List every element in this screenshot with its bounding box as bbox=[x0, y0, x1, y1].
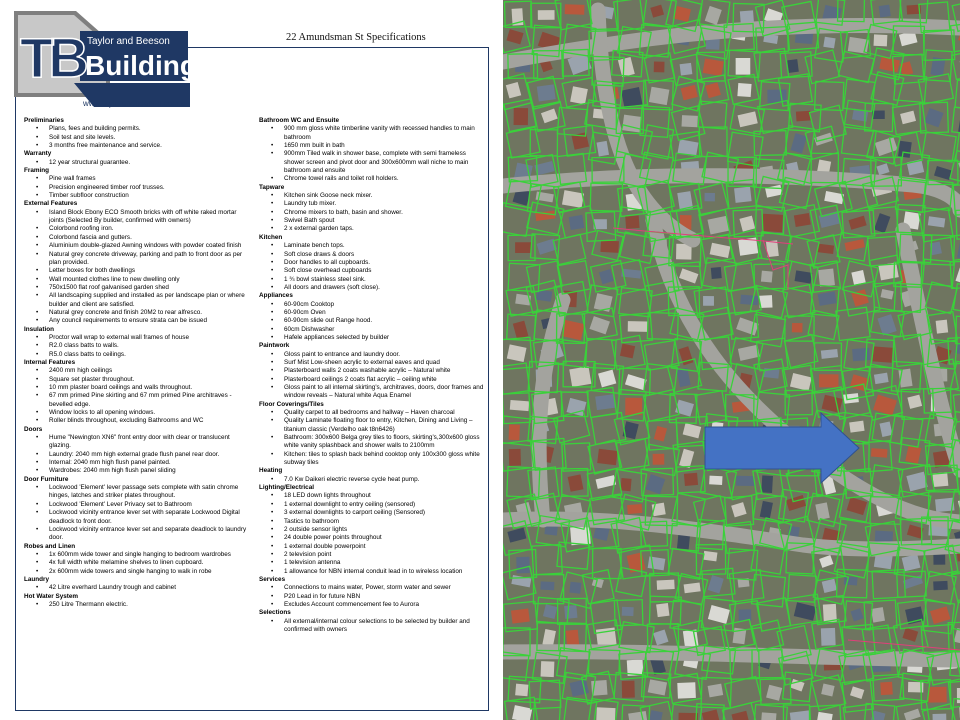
section-title: Tapware bbox=[259, 183, 285, 191]
spec-item: • All doors and drawers (soft close). bbox=[259, 284, 487, 292]
spec-item: • 250 Litre Thermann electric. bbox=[24, 601, 252, 609]
house-roof bbox=[928, 687, 947, 703]
house-roof bbox=[821, 628, 836, 646]
house-roof bbox=[622, 115, 642, 133]
spec-item: • 4x full width white melamine shelves to linen cupboard. bbox=[24, 559, 252, 567]
spec-list bbox=[24, 367, 252, 425]
spec-item: • P20 Lead in for future NBN bbox=[259, 593, 487, 601]
house-roof bbox=[682, 115, 698, 127]
house-roof bbox=[933, 581, 948, 591]
section-title: Kitchen bbox=[259, 233, 283, 241]
section-laundry bbox=[24, 576, 252, 593]
house-roof bbox=[625, 398, 642, 415]
house-roof bbox=[852, 348, 870, 362]
spec-item: • Connections to mains water, Power, storm water and sewer bbox=[259, 584, 487, 592]
section-title: Door Furniture bbox=[24, 475, 69, 483]
spec-column-left bbox=[24, 117, 252, 609]
spec-list bbox=[259, 409, 487, 467]
section-lighting-electrical bbox=[259, 484, 487, 576]
spec-item: • Soft close draws & doors bbox=[259, 251, 487, 259]
section-title: Doors bbox=[24, 425, 43, 433]
house-roof bbox=[821, 349, 838, 359]
section-title: Services bbox=[259, 575, 286, 583]
house-roof bbox=[879, 5, 891, 18]
house-roof bbox=[570, 86, 588, 104]
spec-item: • 7.0 Kw Daikeri electric reverse cycle heat pump. bbox=[259, 476, 487, 484]
house-roof bbox=[620, 478, 631, 491]
spec-item: • Lockwood vicinity entrance lever set and separate deadlock to laundry door. bbox=[24, 526, 252, 543]
spec-item: • 1 television antenna bbox=[259, 559, 487, 567]
section-title: Preliminaries bbox=[24, 117, 64, 124]
spec-item: • 10 mm plaster board ceilings and walls throughout. bbox=[24, 384, 252, 392]
house-roof bbox=[709, 476, 722, 485]
spec-item: • 60-90cm slide out Range hood. bbox=[259, 317, 487, 325]
spec-item: • Plans, fees and building permits. bbox=[24, 125, 252, 133]
aerial-photo bbox=[503, 0, 960, 720]
section-title: Internal Features bbox=[24, 358, 76, 366]
spec-item: • Precision engineered timber roof trusses. bbox=[24, 184, 252, 192]
section-title: Framing bbox=[24, 167, 50, 175]
section-paintwork bbox=[259, 342, 487, 400]
section-title: Insulation bbox=[24, 325, 54, 333]
spec-item: • 2400 mm high ceilings bbox=[24, 367, 252, 375]
house-roof bbox=[510, 400, 529, 411]
house-roof bbox=[873, 346, 893, 362]
section-tapware bbox=[259, 184, 487, 234]
house-roof bbox=[509, 449, 521, 466]
logo-line2: Building bbox=[85, 50, 190, 81]
spec-list bbox=[24, 209, 252, 326]
house-roof bbox=[703, 551, 717, 561]
spec-item: • 42 Litre everhard Laundry trough and cabinet bbox=[24, 584, 252, 592]
spec-item: • Gloss paint to all internal skirting's, architraves, doors, door frames and window reveals – Natural white Aqua Enamel bbox=[259, 384, 487, 401]
spec-list bbox=[24, 601, 252, 609]
spec-item: • 750x1500 flat roof galvanised garden shed bbox=[24, 284, 252, 292]
house-roof bbox=[569, 366, 591, 387]
section-title: Lighting/Electrical bbox=[259, 484, 314, 492]
house-roof bbox=[516, 557, 530, 574]
house-roof bbox=[736, 58, 751, 75]
section-title: Warranty bbox=[24, 150, 52, 158]
house-roof bbox=[657, 580, 675, 590]
spec-item: • Pine wall frames bbox=[24, 175, 252, 183]
spec-item: • Wall mounted clothes line to new dwelling only bbox=[24, 276, 252, 284]
house-roof bbox=[740, 295, 758, 306]
house-roof bbox=[678, 713, 698, 720]
house-roof bbox=[625, 216, 639, 229]
spec-item: • Proctor wall wrap to external wall frames of house bbox=[24, 334, 252, 342]
house-roof bbox=[596, 707, 615, 720]
house-roof bbox=[734, 187, 752, 203]
house-roof bbox=[703, 58, 724, 76]
spec-item: • Quality Laminate floating floor to entry, Kitchen, Dining and Living – titanium classic (Verdelho oak t8n6426) bbox=[259, 417, 487, 434]
house-roof bbox=[511, 609, 530, 624]
spec-item: • 3 external downlights to carport ceiling (Sensored) bbox=[259, 509, 487, 517]
house-roof bbox=[622, 681, 635, 698]
spec-list bbox=[24, 159, 252, 167]
spec-item: • R2.0 class batts to walls. bbox=[24, 342, 252, 350]
house-roof bbox=[703, 296, 714, 306]
section-warranty bbox=[24, 150, 252, 167]
spec-list bbox=[259, 492, 487, 575]
house-roof bbox=[736, 476, 754, 486]
house-roof bbox=[538, 10, 555, 20]
spec-list bbox=[259, 584, 487, 609]
spec-item: • R5.0 class batts to ceilings. bbox=[24, 351, 252, 359]
document-title: 22 Amundsman St Specifications bbox=[286, 32, 426, 43]
section-framing bbox=[24, 167, 252, 200]
spec-item: • Laminate bench tops. bbox=[259, 242, 487, 250]
spec-item: • 1 external double powerpoint bbox=[259, 543, 487, 551]
house-roof bbox=[740, 10, 754, 23]
spec-item: • 2 television point bbox=[259, 551, 487, 559]
house-roof bbox=[762, 214, 783, 233]
spec-item: • Window locks to all opening windows. bbox=[24, 409, 252, 417]
house-roof bbox=[708, 684, 724, 698]
spec-list bbox=[259, 242, 487, 292]
house-roof bbox=[677, 682, 696, 698]
house-roof bbox=[600, 240, 619, 253]
section-doors bbox=[24, 426, 252, 476]
spec-item: • Tastics to bathroom bbox=[259, 518, 487, 526]
spec-item: • Wardrobes: 2040 mm high flush panel sliding bbox=[24, 467, 252, 475]
house-roof bbox=[649, 87, 669, 105]
section-selections bbox=[259, 609, 487, 634]
house-roof bbox=[509, 424, 520, 440]
house-roof bbox=[737, 83, 751, 97]
house-roof bbox=[515, 242, 531, 253]
section-title: Robes and Linen bbox=[24, 542, 76, 550]
spec-item: • Aluminium double-glazed Awning windows with powder coated finish bbox=[24, 242, 252, 250]
spec-item: • Island Block Ebony ECO Smooth bricks with off white raked mortar joints (Selected By builder, confirmed with owners) bbox=[24, 209, 252, 226]
section-robes-and-linen bbox=[24, 543, 252, 576]
spec-item: • 18 LED down lights throughout bbox=[259, 492, 487, 500]
spec-item: • All landscaping supplied and installed as per landscape plan or where builder and client are satisfied. bbox=[24, 292, 252, 309]
house-roof bbox=[680, 63, 693, 76]
spec-list bbox=[24, 434, 252, 476]
spec-list bbox=[259, 192, 487, 234]
spec-item: • 2 outside sensor lights bbox=[259, 526, 487, 534]
house-roof bbox=[648, 556, 666, 570]
house-roof bbox=[569, 582, 581, 594]
spec-item: • 24 double power points throughout bbox=[259, 534, 487, 542]
house-roof bbox=[761, 475, 773, 493]
house-roof bbox=[761, 712, 776, 720]
house-roof bbox=[898, 141, 912, 158]
section-title: Hot Water System bbox=[24, 592, 79, 600]
spec-item: • Door handles to all cupboards. bbox=[259, 259, 487, 267]
house-roof bbox=[933, 555, 945, 565]
house-roof bbox=[514, 108, 528, 125]
spec-item: • Kitchen: tiles to splash back behind cooktop only 100x300 gloss white subway tiles bbox=[259, 451, 487, 468]
house-roof bbox=[936, 320, 949, 334]
spec-item: • Soft close overhead cupboards bbox=[259, 267, 487, 275]
house-roof bbox=[819, 374, 838, 387]
spec-item: • Letter boxes for both dwellings bbox=[24, 267, 252, 275]
house-roof bbox=[540, 581, 554, 590]
spec-item: • 1 external downlight to entry ceiling (sensored) bbox=[259, 501, 487, 509]
section-floor-coverings-tiles bbox=[259, 401, 487, 468]
spec-item: • Hume "Newington XN6" front entry door with clear or translucent glazing. bbox=[24, 434, 252, 451]
house-roof bbox=[653, 454, 665, 465]
section-internal-features bbox=[24, 359, 252, 426]
spec-column-right bbox=[259, 117, 487, 634]
spec-list bbox=[24, 584, 252, 592]
house-roof bbox=[787, 59, 798, 73]
spec-item: • Soil test and site levels. bbox=[24, 134, 252, 142]
spec-item: • Colorbond roofing iron. bbox=[24, 225, 252, 233]
spec-item: • Lockwood 'Element' lever passage sets complete with satin chrome hinges, latches and striker plates throughout. bbox=[24, 484, 252, 501]
spec-item: • Timber subfloor construction bbox=[24, 192, 252, 200]
spec-item: • Plasterboard walls 2 coats washable acrylic – Natural white bbox=[259, 367, 487, 375]
spec-item: • 67 mm primed Pine skirting and 67 mm primed Pine architraves - bevelled edge. bbox=[24, 392, 252, 409]
house-roof bbox=[933, 714, 947, 720]
section-title: Appliances bbox=[259, 292, 293, 300]
house-roof bbox=[622, 607, 634, 616]
spec-item: • Natural grey concrete driveway, parking and path to front door as per plan provided. bbox=[24, 251, 252, 268]
house-roof bbox=[620, 344, 635, 359]
spec-item: • 1 ¾ bowl stainless steel sink. bbox=[259, 276, 487, 284]
section-title: Laundry bbox=[24, 575, 50, 583]
spec-item: • Internal: 2040 mm high flush panel painted. bbox=[24, 459, 252, 467]
house-roof bbox=[794, 213, 811, 227]
section-insulation bbox=[24, 326, 252, 359]
section-title: Heating bbox=[259, 467, 283, 475]
spec-item: • 1 allowance for NBN internal conduit lead in to wireless location bbox=[259, 568, 487, 576]
house-roof bbox=[849, 421, 864, 433]
house-roof bbox=[818, 269, 835, 287]
spec-list bbox=[24, 175, 252, 200]
spec-item: • 60-90cm Oven bbox=[259, 309, 487, 317]
section-title: Selections bbox=[259, 609, 291, 617]
section-appliances bbox=[259, 292, 487, 342]
spec-item: • Square set plaster throughout. bbox=[24, 376, 252, 384]
section-hot-water-system bbox=[24, 593, 252, 610]
spec-item: • 900mm Tiled walk in shower base, complete with semi frameless shower screen and pivot door and 300x600mm wall niche to main bathroom and ensuite bbox=[259, 150, 487, 175]
section-title: Bathroom WC and Ensuite bbox=[259, 117, 340, 124]
house-roof bbox=[515, 684, 528, 697]
spec-item: • 60-90cm Cooktop bbox=[259, 301, 487, 309]
spec-list bbox=[259, 618, 487, 635]
spec-list bbox=[259, 476, 487, 484]
section-preliminaries bbox=[24, 117, 252, 150]
spec-list bbox=[259, 125, 487, 183]
house-roof bbox=[705, 193, 715, 201]
spec-item: • Chrome towel rails and toilet roll holders. bbox=[259, 175, 487, 183]
house-roof bbox=[537, 84, 556, 101]
spec-item: • 12 year structural guarantee. bbox=[24, 159, 252, 167]
section-external-features bbox=[24, 200, 252, 325]
section-bathroom-wc-and-ensuite bbox=[259, 117, 487, 184]
house-roof bbox=[823, 37, 835, 49]
spec-item: • Swivel Bath spout bbox=[259, 217, 487, 225]
spec-item: • Gloss paint to entrance and laundry door. bbox=[259, 351, 487, 359]
house-roof bbox=[844, 576, 858, 585]
company-logo bbox=[14, 11, 190, 109]
spec-list bbox=[24, 334, 252, 359]
spec-item: • Roller blinds throughout, excluding Bathrooms and WC bbox=[24, 417, 252, 425]
house-roof bbox=[792, 323, 803, 333]
house-roof bbox=[871, 448, 888, 458]
house-roof bbox=[796, 111, 811, 122]
house-roof bbox=[711, 267, 722, 279]
spec-item: • Kitchen sink Goose neck mixer. bbox=[259, 192, 487, 200]
house-roof bbox=[656, 603, 669, 617]
spec-list bbox=[259, 351, 487, 401]
house-roof bbox=[654, 62, 665, 73]
spec-item: • 3 months free maintenance and service. bbox=[24, 142, 252, 150]
spec-item: • Plasterboard ceilings 2 coats flat acrylic – ceiling white bbox=[259, 376, 487, 384]
house-roof bbox=[874, 34, 888, 46]
spec-item: • Any council requirements to ensure strata can be issued bbox=[24, 317, 252, 325]
house-roof bbox=[880, 682, 893, 695]
house-roof bbox=[541, 661, 555, 677]
aerial-site-map bbox=[503, 0, 960, 720]
house-roof bbox=[684, 473, 698, 486]
spec-list bbox=[259, 301, 487, 343]
spec-item: • Quality carpet to all bedrooms and hallway – Haven charcoal bbox=[259, 409, 487, 417]
spec-item: • All external/internal colour selections to be selected by builder and confirmed with owners bbox=[259, 618, 487, 635]
house-roof bbox=[628, 321, 648, 332]
logo-line1: Taylor and Beeson bbox=[87, 36, 170, 47]
spec-item: • 1650 mm built in bath bbox=[259, 142, 487, 150]
spec-list bbox=[24, 125, 252, 150]
house-roof bbox=[597, 449, 617, 465]
section-kitchen bbox=[259, 234, 487, 292]
section-title: Floor Coverings/Tiles bbox=[259, 400, 324, 408]
spec-list bbox=[24, 551, 252, 576]
spec-item: • Laundry: 2040 mm high external grade flush panel rear door. bbox=[24, 451, 252, 459]
house-roof bbox=[564, 605, 577, 619]
house-roof bbox=[569, 215, 585, 230]
spec-item: • Lockwood vicinity entrance lever set with separate Lockwood Digital deadlock to front door. bbox=[24, 509, 252, 526]
spec-item: • Chrome mixers to bath, basin and shower. bbox=[259, 209, 487, 217]
spec-list bbox=[24, 484, 252, 542]
spec-item: • 2 x external garden taps. bbox=[259, 225, 487, 233]
spec-item: • 60cm Dishwasher bbox=[259, 326, 487, 334]
section-door-furniture bbox=[24, 476, 252, 543]
spec-item: • Hafele appliances selected by builder bbox=[259, 334, 487, 342]
logo-initials: TB bbox=[20, 26, 83, 89]
spec-item: • Bathroom: 300x600 Belga grey tiles to floors, skirting's,300x600 gloss white vanity splashback and shower walls to 2100mm bbox=[259, 434, 487, 451]
spec-item: • Excludes Account commencement fee to Aurora bbox=[259, 601, 487, 609]
spec-item: • Surf Mist Low-sheen acrylic to external eaves and quad bbox=[259, 359, 487, 367]
spec-item: • Laundry tub mixer. bbox=[259, 200, 487, 208]
house-roof bbox=[871, 607, 885, 622]
spec-item: • Lockwood 'Element' Lever Privacy set to Bathroom bbox=[24, 501, 252, 509]
section-title: External Features bbox=[24, 200, 78, 208]
house-roof bbox=[761, 271, 773, 283]
house-roof bbox=[565, 4, 585, 15]
company-url: www.taylorandbeeson.com.au bbox=[83, 99, 190, 108]
spec-item: • 900 mm gloss white timberline vanity with recessed handles to main bathroom bbox=[259, 125, 487, 142]
house-roof bbox=[627, 504, 642, 514]
section-title: Paintwork bbox=[259, 342, 290, 350]
spec-item: • 1x 600mm wide tower and single hanging to bedroom wardrobes bbox=[24, 551, 252, 559]
spec-item: • Natural grey concrete and finish 20M2 to rear alfresco. bbox=[24, 309, 252, 317]
section-heating bbox=[259, 467, 487, 484]
section-services bbox=[259, 576, 487, 609]
house-roof bbox=[595, 394, 616, 410]
spec-item: • Colorbond fascia and gutters. bbox=[24, 234, 252, 242]
spec-item: • 2x 600mm wide towers and single hanging to walk in robe bbox=[24, 568, 252, 576]
